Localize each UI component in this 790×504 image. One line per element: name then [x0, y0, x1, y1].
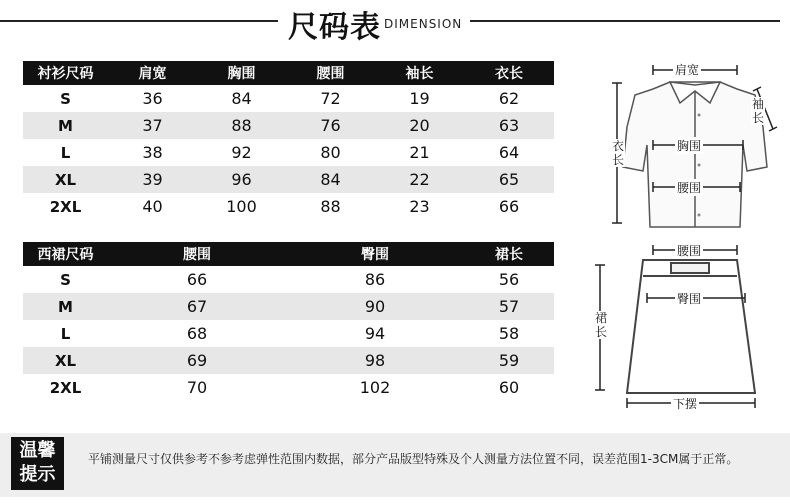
size-label: L	[60, 143, 71, 162]
table-cell: 67	[108, 293, 286, 320]
table-row	[23, 293, 554, 320]
column-header: 袖长	[375, 61, 464, 85]
size-label: S	[60, 270, 71, 289]
table-cell: 19	[409, 89, 430, 108]
size-label: XL	[23, 166, 108, 193]
table-cell: 36	[142, 89, 163, 108]
table-cell: 57	[464, 293, 554, 320]
skirt-length-label: 裙长	[594, 311, 607, 339]
sleeve-label: 袖长	[751, 97, 764, 125]
length-label: 衣长	[611, 139, 624, 167]
note-badge	[11, 437, 64, 490]
table-cell: 65	[464, 166, 554, 193]
table-cell: 72	[320, 89, 341, 108]
size-label: 2XL	[49, 197, 82, 216]
table-row	[23, 266, 554, 293]
table-row	[23, 320, 554, 347]
table-cell: 102	[359, 378, 391, 397]
table-header-row	[23, 242, 554, 266]
table-row	[23, 85, 554, 112]
skirt-waist-label: 腰围	[677, 244, 702, 258]
table-row	[23, 347, 554, 374]
size-label: L	[60, 324, 71, 343]
table-row	[23, 139, 554, 166]
chest-label: 胸围	[677, 139, 702, 153]
table-cell: 23	[409, 197, 430, 216]
shoulder-label: 肩宽	[675, 63, 700, 77]
table-cell: 60	[498, 378, 520, 397]
table-cell: 68	[186, 324, 208, 343]
note-badge-line: 温馨	[19, 440, 56, 461]
note-badge-line: 提示	[19, 464, 56, 485]
table-cell: 70	[186, 378, 208, 397]
size-label: XL	[23, 347, 108, 374]
skirt-outline	[627, 260, 755, 393]
shirt-size-table	[23, 61, 554, 220]
table-row	[23, 112, 554, 139]
title-rule-right	[470, 20, 780, 22]
column-header: 腰围	[286, 61, 375, 85]
table-cell: 22	[375, 166, 464, 193]
column-header: 西裙尺码	[23, 242, 108, 266]
table-cell: 62	[498, 89, 520, 108]
hip-label: 臀围	[677, 292, 702, 306]
table-cell: 84	[231, 89, 252, 108]
column-header: 臀围	[286, 242, 464, 266]
column-header: 裙长	[464, 242, 554, 266]
table-cell: 88	[320, 197, 341, 216]
table-cell: 64	[498, 143, 520, 162]
skirt-size-table	[23, 242, 554, 401]
size-label: M	[23, 112, 108, 139]
table-cell: 94	[364, 324, 386, 343]
size-label: S	[60, 89, 71, 108]
table-cell: 66	[498, 197, 520, 216]
size-label: M	[23, 293, 108, 320]
table-cell: 20	[375, 112, 464, 139]
page-subtitle: DIMENSION	[384, 17, 463, 31]
table-cell: 90	[286, 293, 464, 320]
table-cell: 92	[231, 143, 252, 162]
table-header-row	[23, 61, 554, 85]
table-cell: 40	[142, 197, 163, 216]
note-text: 平铺测量尺寸仅供参考不参考虑弹性范围内数据，部分产品版型特殊及个人测量方法位置不同，误差范围1-3CM属于正常。	[88, 452, 739, 466]
column-header: 腰围	[108, 242, 286, 266]
hem-label: 下摆	[673, 397, 698, 411]
table-cell: 37	[108, 112, 197, 139]
table-cell: 59	[464, 347, 554, 374]
table-cell: 96	[197, 166, 286, 193]
table-row	[23, 193, 554, 220]
column-header: 胸围	[197, 61, 286, 85]
table-cell: 80	[320, 143, 341, 162]
table-cell: 76	[286, 112, 375, 139]
table-cell: 56	[498, 270, 520, 289]
shirt-diagram	[575, 55, 785, 415]
waist-label: 腰围	[677, 181, 702, 195]
table-cell: 100	[226, 197, 257, 216]
table-cell: 63	[464, 112, 554, 139]
column-header: 衬衫尺码	[23, 61, 108, 85]
table-row	[23, 166, 554, 193]
table-cell: 66	[186, 270, 208, 289]
shirt-outline	[623, 82, 767, 227]
table-cell: 84	[286, 166, 375, 193]
column-header: 衣长	[464, 61, 554, 85]
table-row	[23, 374, 554, 401]
table-cell: 38	[142, 143, 163, 162]
table-cell: 86	[364, 270, 386, 289]
size-label: 2XL	[49, 378, 82, 397]
table-cell: 21	[409, 143, 430, 162]
table-cell: 69	[108, 347, 286, 374]
column-header: 肩宽	[108, 61, 197, 85]
table-cell: 88	[197, 112, 286, 139]
table-cell: 58	[498, 324, 520, 343]
page-title: 尺码表	[288, 10, 381, 45]
table-cell: 98	[286, 347, 464, 374]
title-rule-left	[0, 20, 278, 22]
table-cell: 39	[108, 166, 197, 193]
